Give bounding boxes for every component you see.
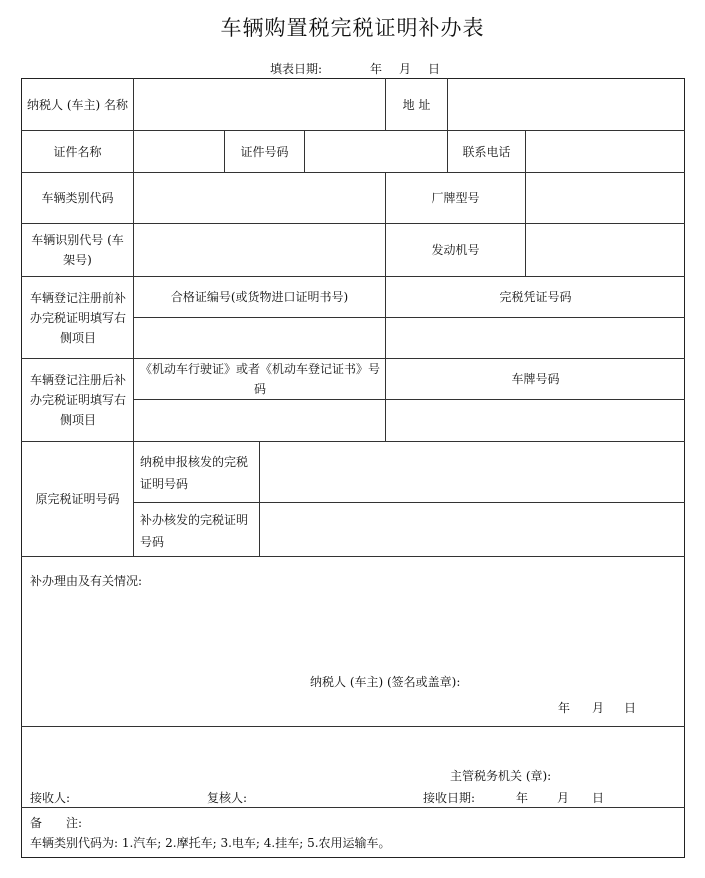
reissued-cert-field[interactable] <box>260 503 685 556</box>
receiver-label: 接收人: <box>30 791 71 805</box>
id-name-label: 证件名称 <box>53 144 102 159</box>
reason-date-day: 日 <box>624 701 637 715</box>
license-doc-label: 《机动车行驶证》或者《机动车登记证书》号码 <box>140 362 381 396</box>
fill-date-year: 年 <box>370 62 383 76</box>
vin-label: 车辆识别代号 (车架号) <box>31 233 124 267</box>
tax-voucher-no-field[interactable] <box>386 318 685 358</box>
brand-model-field[interactable] <box>526 173 685 223</box>
receive-date-day: 日 <box>592 791 605 805</box>
reason-label: 补办理由及有关情况: <box>30 574 143 588</box>
cert-no-field[interactable] <box>134 318 385 358</box>
row-divider <box>21 726 685 727</box>
phone-label: 联系电话 <box>462 144 511 159</box>
taxpayer-name-label: 纳税人 (车主) 名称 <box>27 97 128 112</box>
notes-label: 备 注: <box>30 816 83 830</box>
signature-label: 纳税人 (车主) (签名或盖章): <box>310 675 461 689</box>
fill-date-label: 填表日期: <box>270 62 323 76</box>
id-number-label: 证件号码 <box>240 144 289 159</box>
reviewer-label: 复核人: <box>207 791 248 805</box>
taxpayer-name-field[interactable] <box>134 79 385 130</box>
receive-date-month: 月 <box>557 791 570 805</box>
plate-no-label: 车牌号码 <box>511 372 560 386</box>
original-cert-no-label: 原完税证明号码 <box>35 492 120 506</box>
address-field[interactable] <box>448 79 685 130</box>
declared-cert-label: 纳税申报核发的完税证明号码 <box>140 455 249 491</box>
plate-no-field[interactable] <box>386 400 685 441</box>
notes-text: 车辆类别代码为: 1.汽车; 2.摩托车; 3.电车; 4.挂车; 5.农用运输车。 <box>30 836 391 850</box>
reissued-cert-label: 补办核发的完税证明号码 <box>140 513 249 549</box>
id-number-field[interactable] <box>305 131 447 172</box>
id-name-field[interactable] <box>134 131 224 172</box>
reason-date-year: 年 <box>558 701 571 715</box>
row-divider <box>21 807 685 808</box>
fill-date-month: 月 <box>399 62 412 76</box>
fill-date-day: 日 <box>428 62 441 76</box>
phone-field[interactable] <box>526 131 685 172</box>
reason-date-month: 月 <box>592 701 605 715</box>
vin-field[interactable] <box>134 224 385 276</box>
brand-model-label: 厂牌型号 <box>431 191 480 205</box>
form-title: 车辆购置税完税证明补办表 <box>220 16 485 40</box>
engine-no-label: 发动机号 <box>431 243 480 257</box>
tax-authority-label: 主管税务机关 (章): <box>450 769 552 783</box>
vehicle-type-code-field[interactable] <box>134 173 385 223</box>
receive-date-label: 接收日期: <box>423 791 476 805</box>
receive-date-year: 年 <box>516 791 529 805</box>
before-registration-label: 车辆登记注册前补办完税证明填写右侧项目 <box>29 290 126 345</box>
tax-voucher-no-label: 完税凭证号码 <box>499 290 572 304</box>
license-doc-field[interactable] <box>134 400 385 441</box>
engine-no-field[interactable] <box>526 224 685 276</box>
after-registration-label: 车辆登记注册后补办完税证明填写右侧项目 <box>29 373 126 427</box>
address-label: 地 址 <box>402 97 431 112</box>
cert-no-label: 合格证编号(或货物进口证明书号) <box>170 290 349 304</box>
vehicle-type-code-label: 车辆类别代码 <box>41 191 114 205</box>
declared-cert-field[interactable] <box>260 442 685 502</box>
